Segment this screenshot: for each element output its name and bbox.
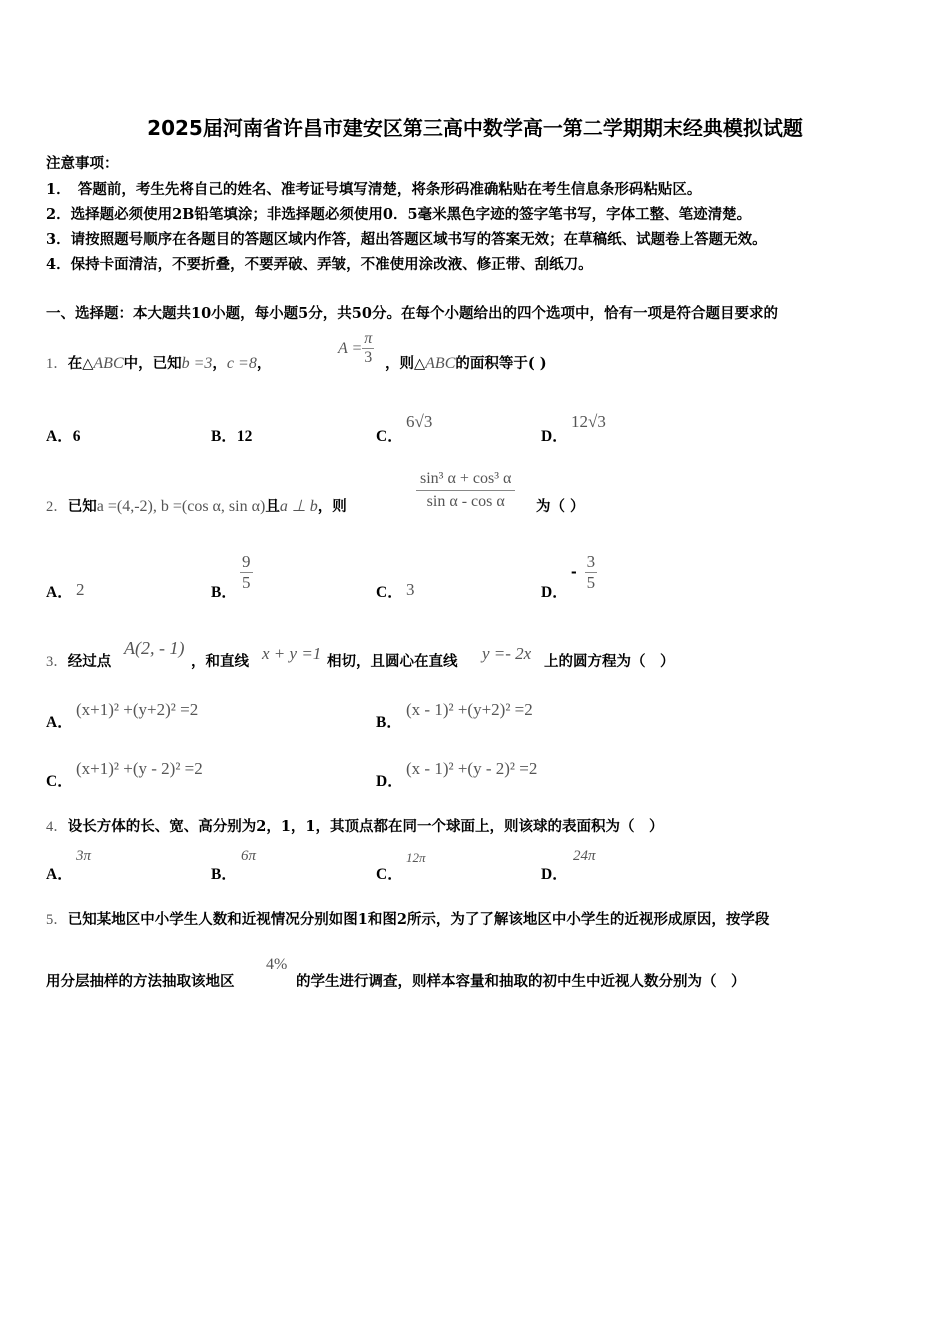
question-5-line-2a: 用分层抽样的方法抽取该地区 xyxy=(46,973,235,990)
math-percent: 4% xyxy=(266,956,288,973)
question-1: 1．在△ABC中，已知b =3，c =8， xyxy=(46,355,272,372)
q4-option-a-label: A． xyxy=(46,866,73,883)
question-2: 2．已知a =(4,-2), b =(cos α, sin α)且a ⊥ b，则 xyxy=(46,498,347,515)
notice-item-4: 4．保持卡面清洁，不要折叠，不要弄破、弄皱，不准使用涂改液、修正带、刮纸刀。 xyxy=(46,256,593,273)
q4-option-c-value: 12π xyxy=(406,850,426,865)
math-perp: a ⊥ b xyxy=(279,498,318,515)
math-point: A(2, - 1) xyxy=(124,638,185,658)
q2-option-d-label: D． xyxy=(541,584,568,601)
q2-option-a-label: A． xyxy=(46,584,73,601)
notice-heading: 注意事项： xyxy=(46,155,119,172)
q1-option-d-label: D． xyxy=(541,428,568,445)
question-2-tail: 为（ ） xyxy=(536,498,585,515)
question-4: 4．设长方体的长、宽、高分别为2，1，1，其顶点都在同一个球面上，则该球的表面积为（ ） xyxy=(46,818,664,835)
q1-option-c-label: C． xyxy=(376,428,403,445)
q1-option-b: B．12 xyxy=(211,428,253,445)
q4-option-d-label: D． xyxy=(541,866,568,883)
q2-option-c-value: 3 xyxy=(406,580,415,599)
q4-option-c-label: C． xyxy=(376,866,403,883)
math-line: x + y =1 xyxy=(262,644,322,663)
notice-item-3: 3．请按照题号顺序在各题目的答题区域内作答，超出答题区域书写的答案无效；在草稿纸、试题卷上答题无效。 xyxy=(46,231,767,248)
notice-item-2: 2．选择题必须使用2B铅笔填涂；非选择题必须使用0．5毫米黑色字迹的签字笔书写，字体工整、笔迹清楚。 xyxy=(46,206,752,223)
q3-option-d-value: (x - 1)² +(y - 2)² =2 xyxy=(406,759,538,778)
question-5-line-2b: 的学生进行调查，则样本容量和抽取的初中生中近视人数分别为（ ） xyxy=(296,973,746,990)
q3-option-c-label: C． xyxy=(46,773,73,790)
q3-option-d-label: D． xyxy=(376,773,403,790)
q3-option-c-value: (x+1)² +(y - 2)² =2 xyxy=(76,759,203,778)
q3-option-a-label: A． xyxy=(46,714,73,731)
q4-option-b-value: 6π xyxy=(241,848,257,864)
q1-option-a: A．6 xyxy=(46,428,81,445)
question-3: 3．经过点 xyxy=(46,653,112,670)
math-fraction: $\frac{\text{sin³ α + cos³ α}}{\text{sin α - cos α}}$ xyxy=(416,470,515,512)
q4-option-a-value: 3π xyxy=(76,848,92,864)
math-line-2: y =- 2x xyxy=(482,644,532,663)
q4-option-b-label: B． xyxy=(211,866,237,883)
q2-option-a-value: 2 xyxy=(76,580,85,599)
section-heading: 一、选择题：本大题共10小题，每小题5分，共50分。在每个小题给出的四个选项中，恰有一项是符合题目要求的 xyxy=(46,305,778,322)
q2-option-c-label: C． xyxy=(376,584,403,601)
math-b: b =3 xyxy=(181,355,213,372)
page-title: 2025届河南省许昌市建安区第三高中数学高一第二学期期末经典模拟试题 xyxy=(147,116,803,140)
question-1-tail: ，则△ABC的面积等于( ) xyxy=(385,355,547,372)
math-angle-a: A = $\frac{\pi}{3}$ xyxy=(338,330,373,367)
math-vectors: a =(4,-2), b =(cos α, sin α) xyxy=(96,498,266,515)
q3-option-a-value: (x+1)² +(y+2)² =2 xyxy=(76,700,199,719)
math-c: c =8 xyxy=(226,355,257,372)
q4-option-d-value: 24π xyxy=(573,848,596,864)
q1-option-d-value: 12√3 xyxy=(571,412,606,431)
question-number: 1． xyxy=(46,356,68,372)
notice-item-1: 1． 答题前，考生先将自己的姓名、准考证号填写清楚，将条形码准确粘贴在考生信息条形码粘贴区。 xyxy=(46,181,702,198)
q2-option-d-value: - $\frac{3}{5}$ xyxy=(571,552,596,592)
question-5: 5．已知某地区中小学生人数和近视情况分别如图1和图2所示，为了了解该地区中小学生的近视形成原因，按学段 xyxy=(46,911,770,928)
q2-option-b-label: B． xyxy=(211,584,237,601)
q2-option-b-value: $\frac{9}{5}$ xyxy=(242,552,251,592)
q3-option-b-label: B． xyxy=(376,714,402,731)
q1-option-c-value: 6√3 xyxy=(406,412,433,431)
math-abc: ABC xyxy=(93,355,124,372)
q3-option-b-value: (x - 1)² +(y+2)² =2 xyxy=(406,700,533,719)
